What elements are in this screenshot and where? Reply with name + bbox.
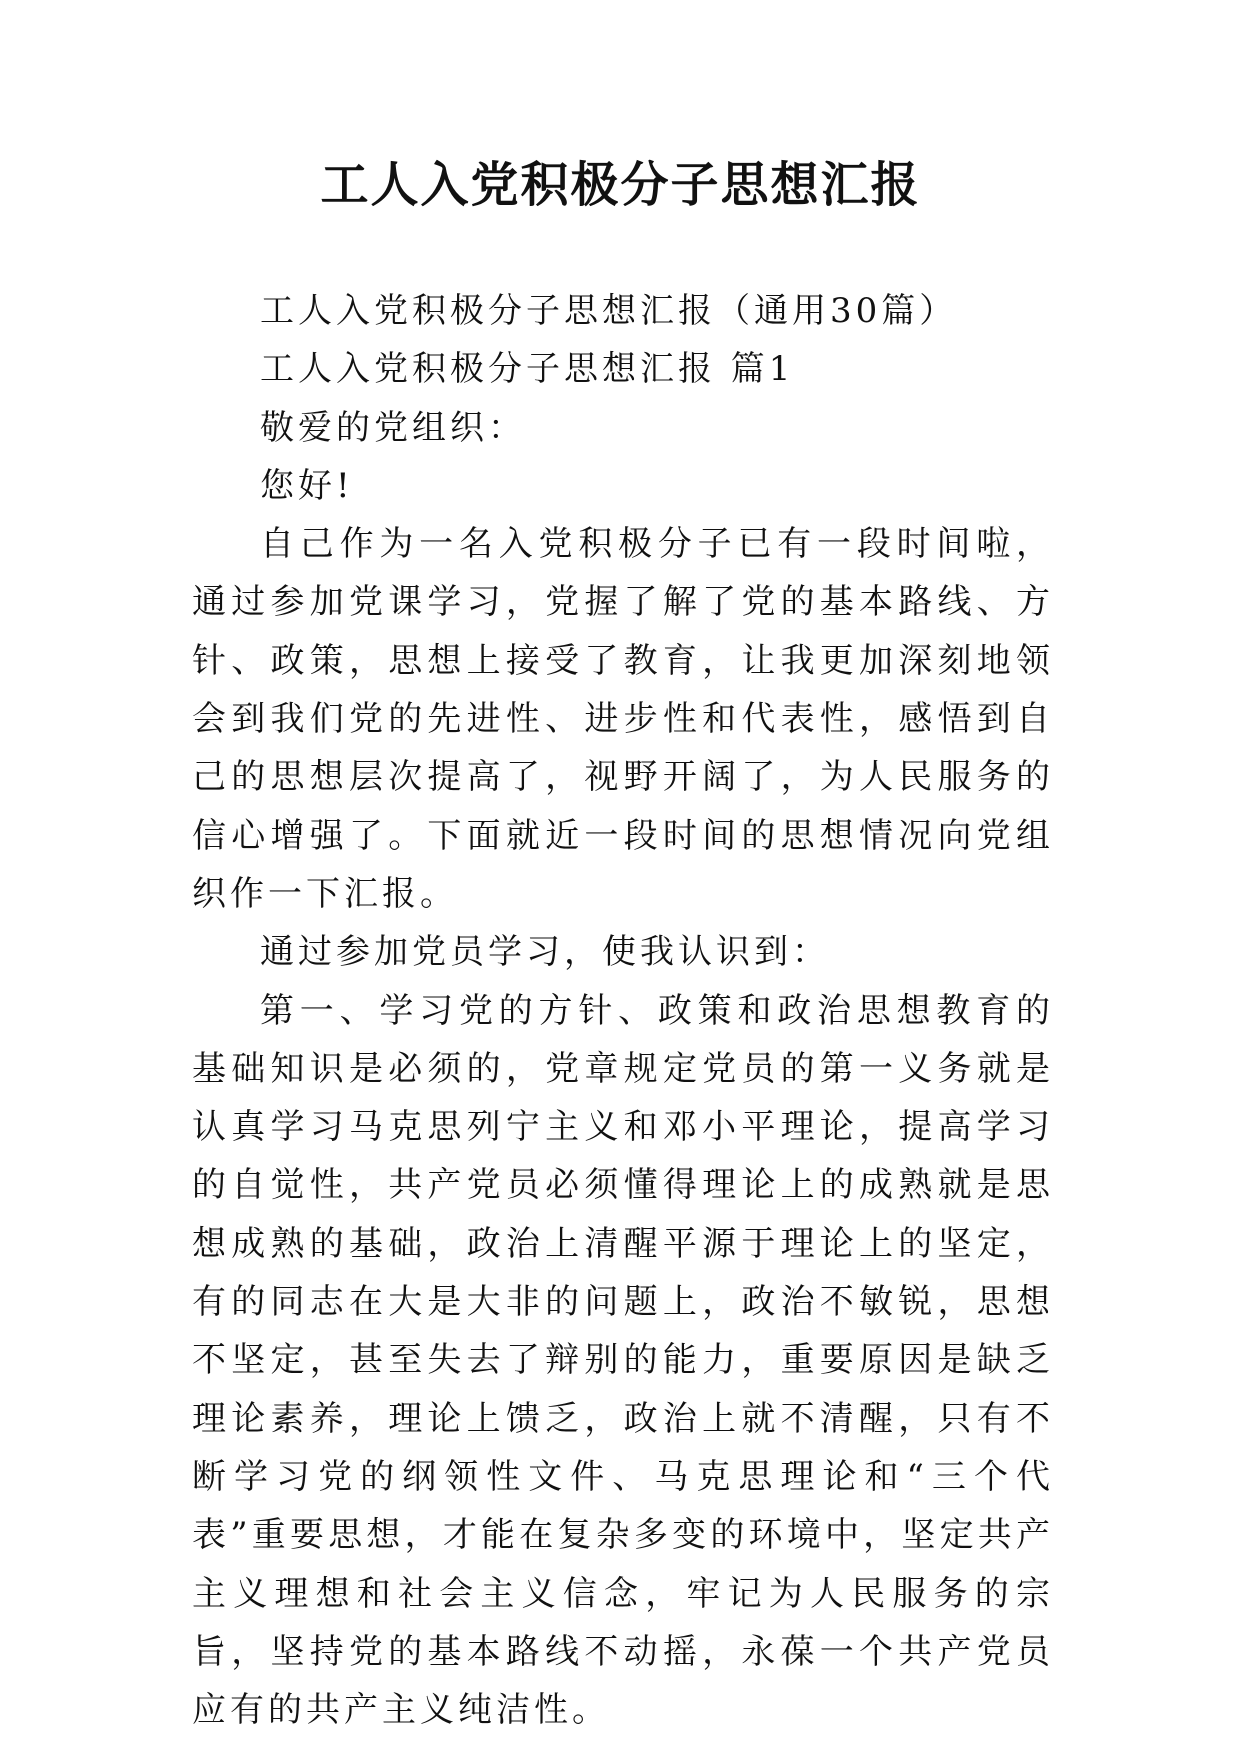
document-body bbox=[192, 282, 1054, 1739]
salutation: 敬爱的党组织： bbox=[260, 407, 526, 448]
body-paragraph-1: 自己作为一名入党积极分子已有一段时间啦，通过参加党课学习，党握了解了党的基本路线、方针、政策，思想上接受了教育，让我更加深刻地领会到我们党的先进性、进步性和代表性，感悟到自己的思想层次提高了，视野开阔了，为人民服务的信心增强了。下面就近一段时间的思想情况向党组织作一下汇报。 bbox=[192, 524, 1054, 914]
document-title: 工人入党积极分子思想汇报 bbox=[320, 157, 921, 213]
greeting: 您好! bbox=[260, 465, 354, 506]
subtitle-paragraph: 工人入党积极分子思想汇报（通用30篇） bbox=[260, 291, 958, 331]
body-paragraph-2: 通过参加党员学习，使我认识到： bbox=[260, 932, 830, 973]
section-heading: 工人入党积极分子思想汇报 篇1 bbox=[260, 349, 795, 390]
body-paragraph-3: 第一、学习党的方针、政策和政治思想教育的基础知识是必须的，党章规定党员的第一义务就是认真学习马克思列宁主义和邓小平理论，提高学习的自觉性，共产党员必须懂得理论上的成熟就是思想成熟的基础，政治上清醒平源于理论上的坚定，有的同志在大是大非的问题上，政治不敏锐，思想不坚定，甚至失去了辩别的能力，重要原因是缺乏理论素养，理论上馈乏，政治上就不清醒，只有不断学习党的纲领性文件、马克思理论和“三个代表”重要思想，才能在复杂多变的环境中，坚定共产主义理想和社会主义信念，牢记为人民服务的宗旨，坚持党的基本路线不动摇，永葆一个共产党员应有的共产主义纯洁性。 bbox=[192, 990, 1054, 1731]
